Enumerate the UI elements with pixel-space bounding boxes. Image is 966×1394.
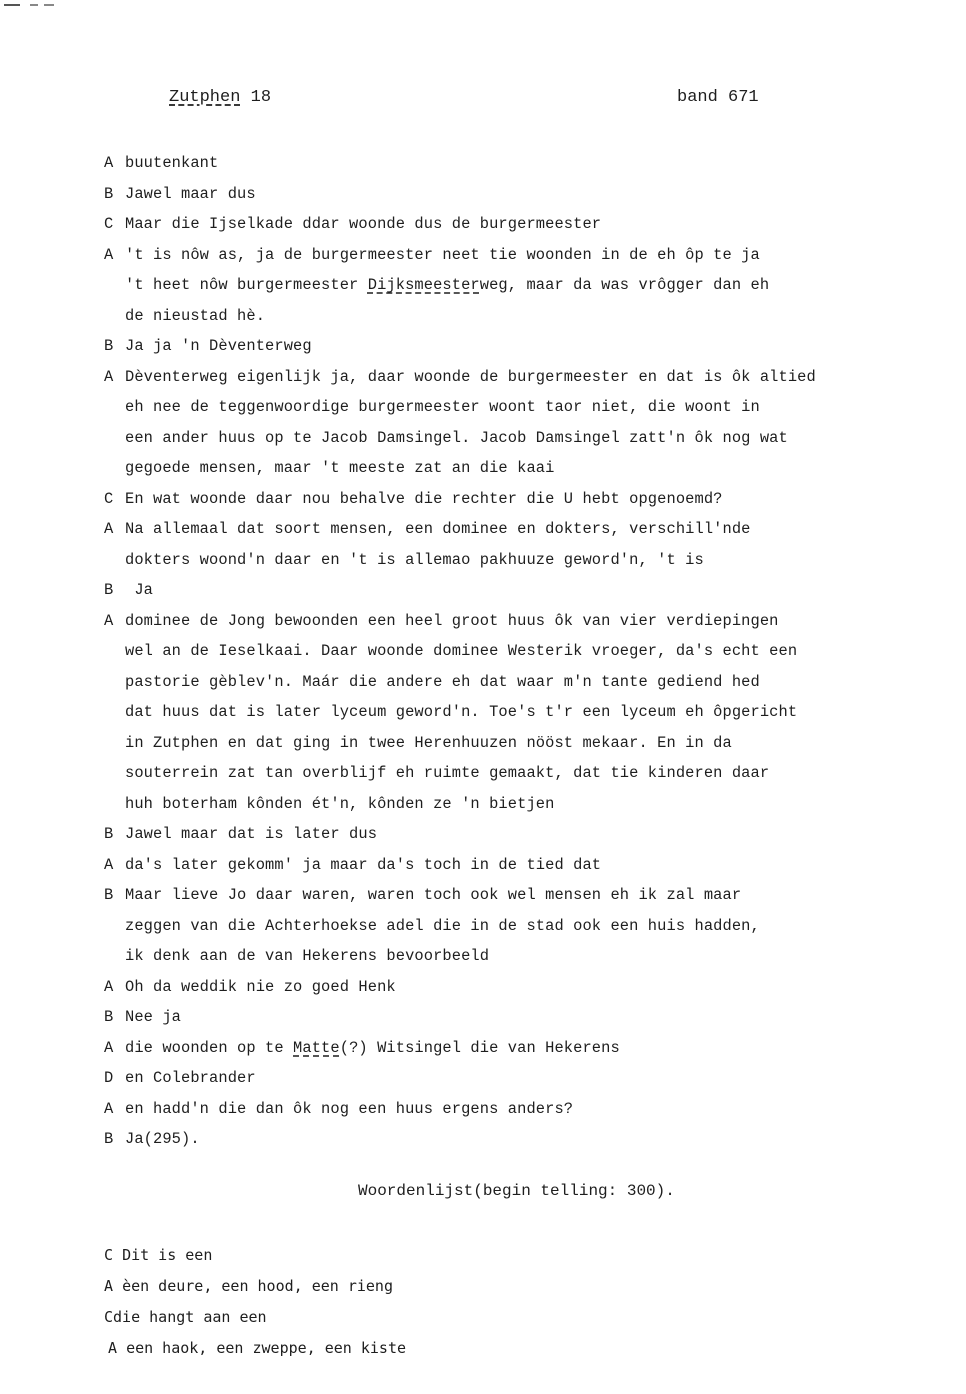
line-text: 't heet nôw burgermeester	[125, 276, 368, 294]
transcript-continuation-line	[104, 545, 924, 576]
line-text: huh boterham kônden ét'n, kônden ze 'n bietjen	[125, 794, 555, 813]
line-text: En wat woonde daar nou behalve die rechter die U hebt opgenoemd?	[125, 489, 723, 508]
transcript-line	[104, 850, 924, 881]
line-text: die woonden op te	[125, 1038, 294, 1057]
transcript-line	[104, 1124, 924, 1155]
line-text: ik denk aan de van Hekerens bevoorbeeld	[125, 947, 490, 965]
line-text: Ja ja 'n Dèventerweg	[125, 337, 312, 355]
transcript-continuation-line	[104, 636, 924, 667]
transcript-line	[104, 1063, 924, 1094]
speaker-label: B	[104, 184, 114, 203]
line-text: Ja	[125, 581, 154, 599]
speaker-label: A	[104, 520, 114, 538]
speaker-label: A	[104, 367, 114, 386]
transcript-continuation-line	[104, 423, 924, 454]
line-text: Dèventerweg eigenlijk ja, daar woonde de burgermeester en dat is ôk altied	[125, 367, 816, 386]
transcript-continuation-line	[104, 758, 924, 789]
line-text: èen deure, een hood, een rieng	[122, 1277, 393, 1295]
underlined-word: Dijksmeester	[367, 276, 480, 294]
line-text: 't is nôw as, ja de burgermeester neet tie woonden in de eh ôp te ja	[125, 245, 760, 264]
transcript-line	[104, 484, 924, 515]
line-text: Maar lieve Jo daar waren, waren toch ook wel mensen eh ik zal maar	[125, 886, 742, 904]
line-text: dat huus dat is later lyceum geword'n. Toe's t'r een lyceum eh ôpgericht	[125, 703, 798, 721]
header-place: Zutphen	[169, 88, 241, 107]
speaker-label: B	[104, 581, 114, 599]
line-text: Ja(295).	[125, 1130, 200, 1148]
transcript-line	[104, 880, 924, 911]
transcript-continuation-line	[104, 789, 924, 820]
line-text: buutenkant	[125, 154, 219, 172]
transcript-line	[104, 362, 924, 393]
transcript-continuation-line	[104, 697, 924, 728]
line-text: Nee ja	[125, 1008, 182, 1026]
line-text: (?) Witsingel die van Hekerens	[339, 1038, 620, 1057]
speaker-label: D	[104, 1069, 114, 1087]
transcript-continuation-line	[104, 301, 924, 332]
speaker-label: C	[104, 215, 114, 233]
line-text: Jawel maar dus	[125, 184, 256, 203]
speaker-label: A	[108, 1339, 118, 1357]
line-text: dokters woond'n daar en 't is allemao pakhuuze geword'n, 't is	[125, 550, 704, 569]
speaker-label: A	[104, 154, 114, 172]
line-text: Oh da weddik nie zo goed Henk	[125, 977, 396, 996]
line-text: souterrein zat tan overblijf eh ruimte gemaakt, dat tie kinderen daar	[125, 764, 770, 782]
header-tape-number: band 671	[677, 88, 759, 107]
line-text: wel an de Ieselkaai. Daar woonde dominee Westerik vroeger, da's echt een	[125, 642, 798, 660]
wordlist-line	[104, 1240, 704, 1271]
line-text: weg, maar da was vrôgger dan eh	[479, 276, 770, 294]
transcript-line	[104, 819, 924, 850]
header-number: 18	[250, 88, 272, 107]
line-text: die hangt aan een	[113, 1308, 267, 1326]
speaker-label: A	[104, 1099, 114, 1118]
speaker-label: C	[104, 1246, 114, 1264]
line-text: gegoede mensen, maar 't meeste zat an die kaai	[125, 459, 555, 477]
speaker-label: A	[104, 245, 114, 264]
transcript-line	[104, 972, 924, 1003]
wordlist-title: Woordenlijst(begin telling: 300).	[358, 1182, 675, 1200]
scan-artifact-mark	[4, 4, 54, 6]
wordlist-line	[104, 1333, 704, 1364]
transcript-continuation-line	[104, 941, 924, 972]
speaker-label: B	[104, 337, 114, 355]
speaker-label: A	[104, 977, 114, 996]
transcript-line	[104, 1094, 924, 1125]
speaker-label: B	[104, 825, 114, 843]
transcript-continuation-line	[104, 667, 924, 698]
line-text: Na allemaal dat soort mensen, een dominee en dokters, verschill'nde	[125, 520, 751, 538]
line-text: en hadd'n die dan ôk nog een huus ergens anders?	[125, 1099, 574, 1118]
transcript-line	[104, 606, 924, 637]
line-text: dominee de Jong bewoonden een heel groot huus ôk van vier verdiepingen	[125, 611, 779, 630]
line-text: da's later gekomm' ja maar da's toch in de tied dat	[125, 855, 602, 874]
transcript-line	[104, 1033, 924, 1064]
speaker-label: C	[104, 1308, 114, 1326]
speaker-label: A	[104, 855, 114, 874]
line-text: Maar die Ijselkade ddar woonde dus de burgermeester	[125, 215, 602, 233]
transcript	[104, 148, 924, 1155]
line-text: een ander huus op te Jacob Damsingel. Jacob Damsingel zatt'n ôk nog wat	[125, 428, 788, 447]
transcript-line	[104, 1002, 924, 1033]
wordlist-line	[104, 1302, 704, 1333]
speaker-label: B	[104, 1008, 114, 1026]
transcript-continuation-line	[104, 453, 924, 484]
speaker-label: A	[104, 611, 114, 630]
transcript-line	[104, 331, 924, 362]
document-header-location	[169, 88, 271, 107]
line-text: de nieustad hè.	[125, 306, 266, 325]
speaker-label: B	[104, 1130, 114, 1148]
transcript-continuation-line	[104, 392, 924, 423]
transcript-line	[104, 575, 924, 606]
speaker-label: A	[104, 1277, 114, 1295]
line-text: Dit is een	[122, 1246, 213, 1264]
line-text: in Zutphen en dat ging in twee Herenhuuzen nööst mekaar. En in da	[125, 733, 732, 752]
transcript-line	[104, 148, 924, 179]
speaker-label: C	[104, 489, 114, 508]
speaker-label: B	[104, 886, 114, 904]
underlined-word: Matte	[293, 1038, 340, 1057]
wordlist-line	[104, 1271, 704, 1302]
transcript-line	[104, 514, 924, 545]
transcript-line	[104, 179, 924, 210]
speaker-label: A	[104, 1038, 114, 1057]
line-text: pastorie gèblev'n. Maár die andere eh dat waar m'n tante gediend hed	[125, 672, 760, 691]
transcript-continuation-line	[104, 911, 924, 942]
line-text: en Colebrander	[125, 1069, 256, 1087]
line-text: zeggen van die Achterhoekse adel die in de stad ook een huis hadden,	[125, 916, 760, 935]
line-text: Jawel maar dat is later dus	[125, 825, 378, 843]
transcript-line	[104, 209, 924, 240]
transcript-line	[104, 240, 924, 271]
wordlist	[104, 1240, 704, 1364]
transcript-continuation-line	[104, 270, 924, 301]
transcript-continuation-line	[104, 728, 924, 759]
line-text: een haok, een zweppe, een kiste	[126, 1339, 407, 1357]
line-text: eh nee de teggenwoordige burgermeester woont taor niet, die woont in	[125, 398, 760, 416]
